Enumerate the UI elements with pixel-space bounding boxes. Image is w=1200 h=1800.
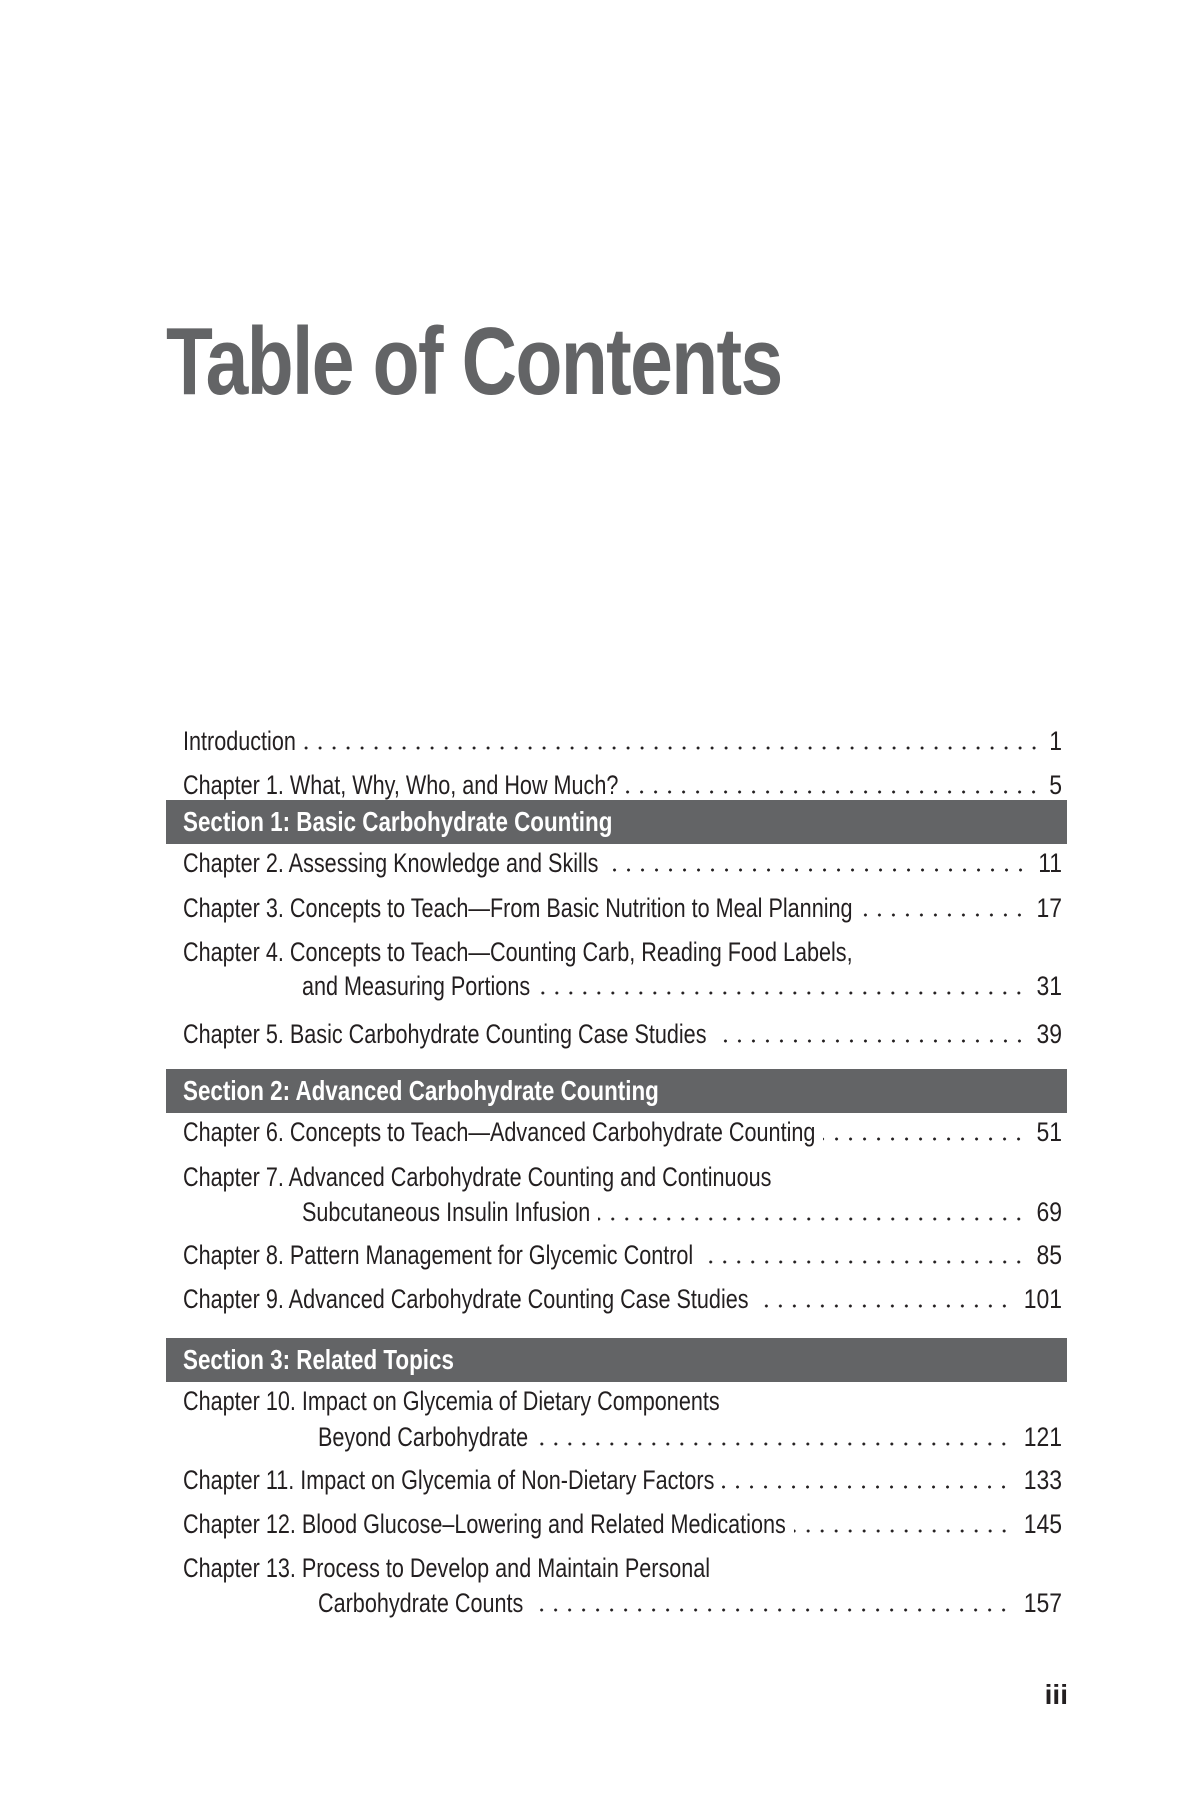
- page-number: 51: [1036, 1117, 1062, 1147]
- section-header-2: [166, 1069, 1067, 1113]
- toc-entry-chapter-2[interactable]: [166, 844, 1067, 888]
- toc-entry-introduction[interactable]: [166, 712, 1067, 756]
- dot-leader: [626, 789, 1041, 795]
- page-number: 1: [1049, 726, 1062, 756]
- toc-entry-chapter-13[interactable]: [166, 1549, 1067, 1628]
- table-of-contents: [166, 712, 1067, 1628]
- toc-entry-chapter-4[interactable]: [166, 932, 1067, 1011]
- page-number: 101: [1023, 1284, 1062, 1314]
- dot-leader: [701, 1259, 1026, 1265]
- entry-label: Chapter 9. Advanced Carbohydrate Counting Case Studies: [183, 1284, 749, 1314]
- toc-entry-chapter-8[interactable]: [166, 1236, 1067, 1280]
- toc-entry-chapter-1[interactable]: [166, 756, 1067, 800]
- entry-label-continued: Beyond Carbohydrate: [318, 1422, 529, 1452]
- entry-label: Chapter 6. Concepts to Teach—Advanced Carbohydrate Counting: [183, 1117, 816, 1147]
- page-title: Table of Contents: [166, 308, 782, 415]
- toc-entry-chapter-9[interactable]: [166, 1280, 1067, 1338]
- section-title: Section 2: Advanced Carbohydrate Counting: [183, 1075, 659, 1106]
- page-number: 69: [1036, 1197, 1062, 1227]
- dot-leader: [531, 1607, 1011, 1613]
- entry-label: Chapter 7. Advanced Carbohydrate Counting and Continuous: [183, 1162, 772, 1192]
- page-number: 5: [1049, 770, 1062, 800]
- section-title: Section 1: Basic Carbohydrate Counting: [183, 806, 613, 837]
- page-number: 121: [1023, 1422, 1062, 1452]
- page-number: 17: [1036, 893, 1062, 923]
- dot-leader: [606, 867, 1028, 873]
- section-header-3: [166, 1338, 1067, 1382]
- dot-leader: [304, 745, 1041, 751]
- dot-leader: [861, 912, 1026, 918]
- dot-leader: [538, 990, 1026, 996]
- page-number: 133: [1023, 1465, 1062, 1495]
- entry-label: Introduction: [183, 726, 296, 756]
- page-folio: iii: [1044, 1679, 1068, 1710]
- dot-leader: [598, 1216, 1026, 1222]
- page-number: 39: [1036, 1019, 1062, 1049]
- entry-label: Chapter 11. Impact on Glycemia of Non-Dietary Factors: [183, 1465, 715, 1495]
- dot-leader: [715, 1038, 1026, 1044]
- page-number: 145: [1023, 1509, 1062, 1539]
- dot-leader: [794, 1528, 1011, 1534]
- entry-label: Chapter 2. Assessing Knowledge and Skills: [183, 848, 599, 878]
- entry-label: Chapter 10. Impact on Glycemia of Dietary Components: [183, 1386, 720, 1416]
- entry-label: Chapter 13. Process to Develop and Maintain Personal: [183, 1553, 711, 1583]
- dot-leader: [757, 1303, 1011, 1309]
- section-title: Section 3: Related Topics: [183, 1344, 454, 1375]
- dot-leader: [823, 1136, 1026, 1142]
- entry-label: Chapter 3. Concepts to Teach—From Basic Nutrition to Meal Planning: [183, 893, 853, 923]
- toc-entry-chapter-11[interactable]: [166, 1461, 1067, 1505]
- page-number: 11: [1038, 848, 1062, 878]
- toc-entry-chapter-10[interactable]: [166, 1382, 1067, 1461]
- toc-entry-chapter-12[interactable]: [166, 1505, 1067, 1549]
- entry-label: Chapter 8. Pattern Management for Glycemic Control: [183, 1240, 694, 1270]
- entry-label: Chapter 12. Blood Glucose–Lowering and Related Medications: [183, 1509, 786, 1539]
- entry-label-continued: and Measuring Portions: [302, 971, 531, 1001]
- toc-entry-chapter-3[interactable]: [166, 888, 1067, 932]
- page-number: 157: [1023, 1588, 1062, 1618]
- entry-label: Chapter 4. Concepts to Teach—Counting Carb, Reading Food Labels,: [183, 937, 853, 967]
- toc-entry-chapter-5[interactable]: [166, 1011, 1067, 1069]
- page-number: 31: [1036, 971, 1062, 1001]
- entry-label: Chapter 5. Basic Carbohydrate Counting Case Studies: [183, 1019, 707, 1049]
- page-number: 85: [1036, 1240, 1062, 1270]
- toc-entry-chapter-7[interactable]: [166, 1157, 1067, 1236]
- entry-label-continued: Carbohydrate Counts: [318, 1588, 524, 1618]
- entry-label: Chapter 1. What, Why, Who, and How Much?: [183, 770, 619, 800]
- entry-label-continued: Subcutaneous Insulin Infusion: [302, 1197, 591, 1227]
- toc-entry-chapter-6[interactable]: [166, 1113, 1067, 1157]
- dot-leader: [536, 1441, 1011, 1447]
- section-header-1: [166, 800, 1067, 844]
- dot-leader: [722, 1484, 1011, 1490]
